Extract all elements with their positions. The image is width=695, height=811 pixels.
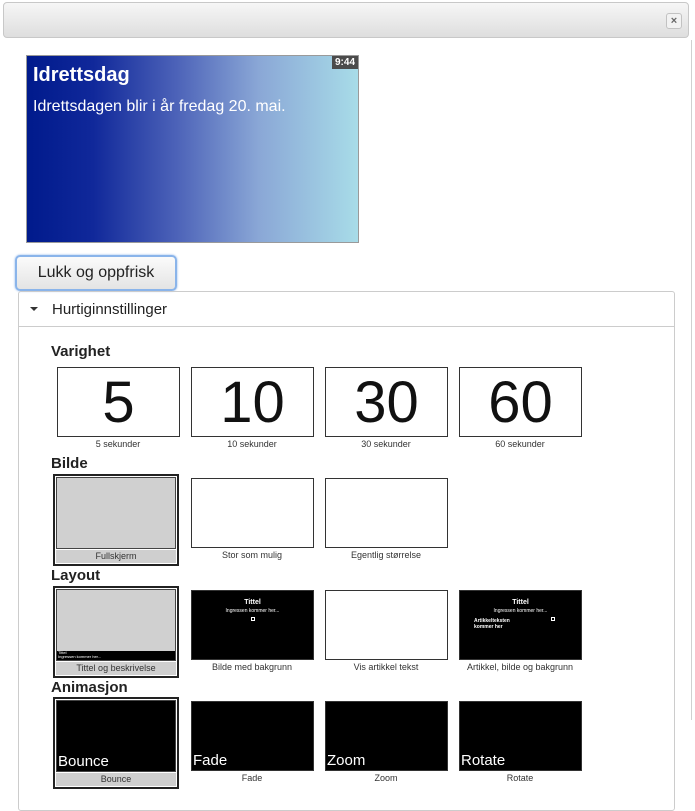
close-and-refresh-button[interactable]: Lukk og oppfrisk [15,255,177,291]
preview-clock: 9:44 [332,56,358,69]
animation-thumb [191,701,314,771]
animation-thumb [325,701,448,771]
image-thumb [191,478,314,548]
animation-thumb [459,701,582,771]
image-placeholder-icon [251,617,255,621]
layout-caption: Artikkel, bilde og bakgrunn [466,662,574,672]
layout-thumb [325,590,448,660]
animation-caption: Zoom [374,773,398,783]
animation-caption: Rotate [506,773,534,783]
layout-caption: Bilde med bakgrunn [211,662,293,672]
quick-settings-title: Hurtiginnstillinger [52,301,168,318]
layout-thumb-title: Tittel [58,650,67,655]
image-caption: Egentlig størrelse [350,550,422,560]
image-placeholder-icon [551,617,555,621]
dialog-titlebar [3,2,689,38]
layout-option-title-description[interactable] [53,586,179,678]
animation-thumb-label: Zoom [327,752,366,769]
image-option-fullscreen[interactable] [53,474,179,566]
layout-thumb-sub: Ingressen kommer her... [493,608,548,614]
section-title-duration: Varighet [51,343,111,360]
animation-thumb-label: Bounce [58,753,109,770]
quick-settings-header[interactable] [19,292,674,327]
animation-thumb [56,700,176,772]
duration-option-60[interactable] [457,365,583,449]
image-option-actual[interactable] [323,476,449,560]
layout-thumb-strip [57,651,175,660]
animation-thumb-label: Rotate [461,752,506,769]
layout-thumb-sub: Ingressen kommer her... [58,654,102,659]
layout-thumb-title: Tittel [512,599,529,606]
slide-preview [26,55,359,243]
duration-caption: 30 sekunder [361,439,411,449]
layout-option-image-background[interactable] [189,588,315,672]
caret-down-icon [30,307,38,311]
image-caption: Stor som mulig [221,550,283,560]
animation-caption: Fade [241,773,263,783]
duration-option-5[interactable] [55,365,181,449]
layout-thumb [56,589,176,661]
section-title-image: Bilde [51,455,88,472]
section-title-animation: Animasjon [51,679,128,696]
layout-caption: Tittel og beskrivelse [56,662,176,675]
image-thumb [325,478,448,548]
dialog-edge [691,40,692,720]
layout-thumb [459,590,582,660]
layout-option-article-image-background[interactable] [457,588,583,672]
image-option-large[interactable] [189,476,315,560]
layout-thumb-title: Tittel [244,599,261,606]
layout-caption: Vis artikkel tekst [353,662,419,672]
preview-title: Idrettsdag [33,64,130,86]
layout-thumb-sub: Ingressen kommer her... [225,608,280,614]
duration-value: 5 [102,370,135,435]
duration-value: 10 [220,370,285,435]
duration-value: 30 [354,370,419,435]
animation-option-rotate[interactable] [457,699,583,783]
image-thumb [56,477,176,549]
animation-option-zoom[interactable] [323,699,449,783]
layout-option-article-text[interactable] [323,588,449,672]
animation-thumb-label: Fade [193,752,228,769]
duration-value: 60 [488,370,553,435]
duration-option-10[interactable] [189,365,315,449]
animation-option-fade[interactable] [189,699,315,783]
layout-thumb-article: Artikkelteksten kommer her [474,618,510,630]
animation-option-bounce[interactable] [53,697,179,789]
layout-thumb [191,590,314,660]
duration-caption: 5 sekunder [95,439,141,449]
close-icon[interactable]: × [666,13,682,29]
image-caption: Fullskjerm [56,550,176,563]
preview-text: Idrettsdagen blir i år fredag 20. mai. [33,98,286,115]
duration-caption: 60 sekunder [495,439,545,449]
section-title-layout: Layout [51,567,101,584]
duration-option-30[interactable] [323,365,449,449]
animation-caption: Bounce [56,773,176,786]
duration-caption: 10 sekunder [227,439,277,449]
